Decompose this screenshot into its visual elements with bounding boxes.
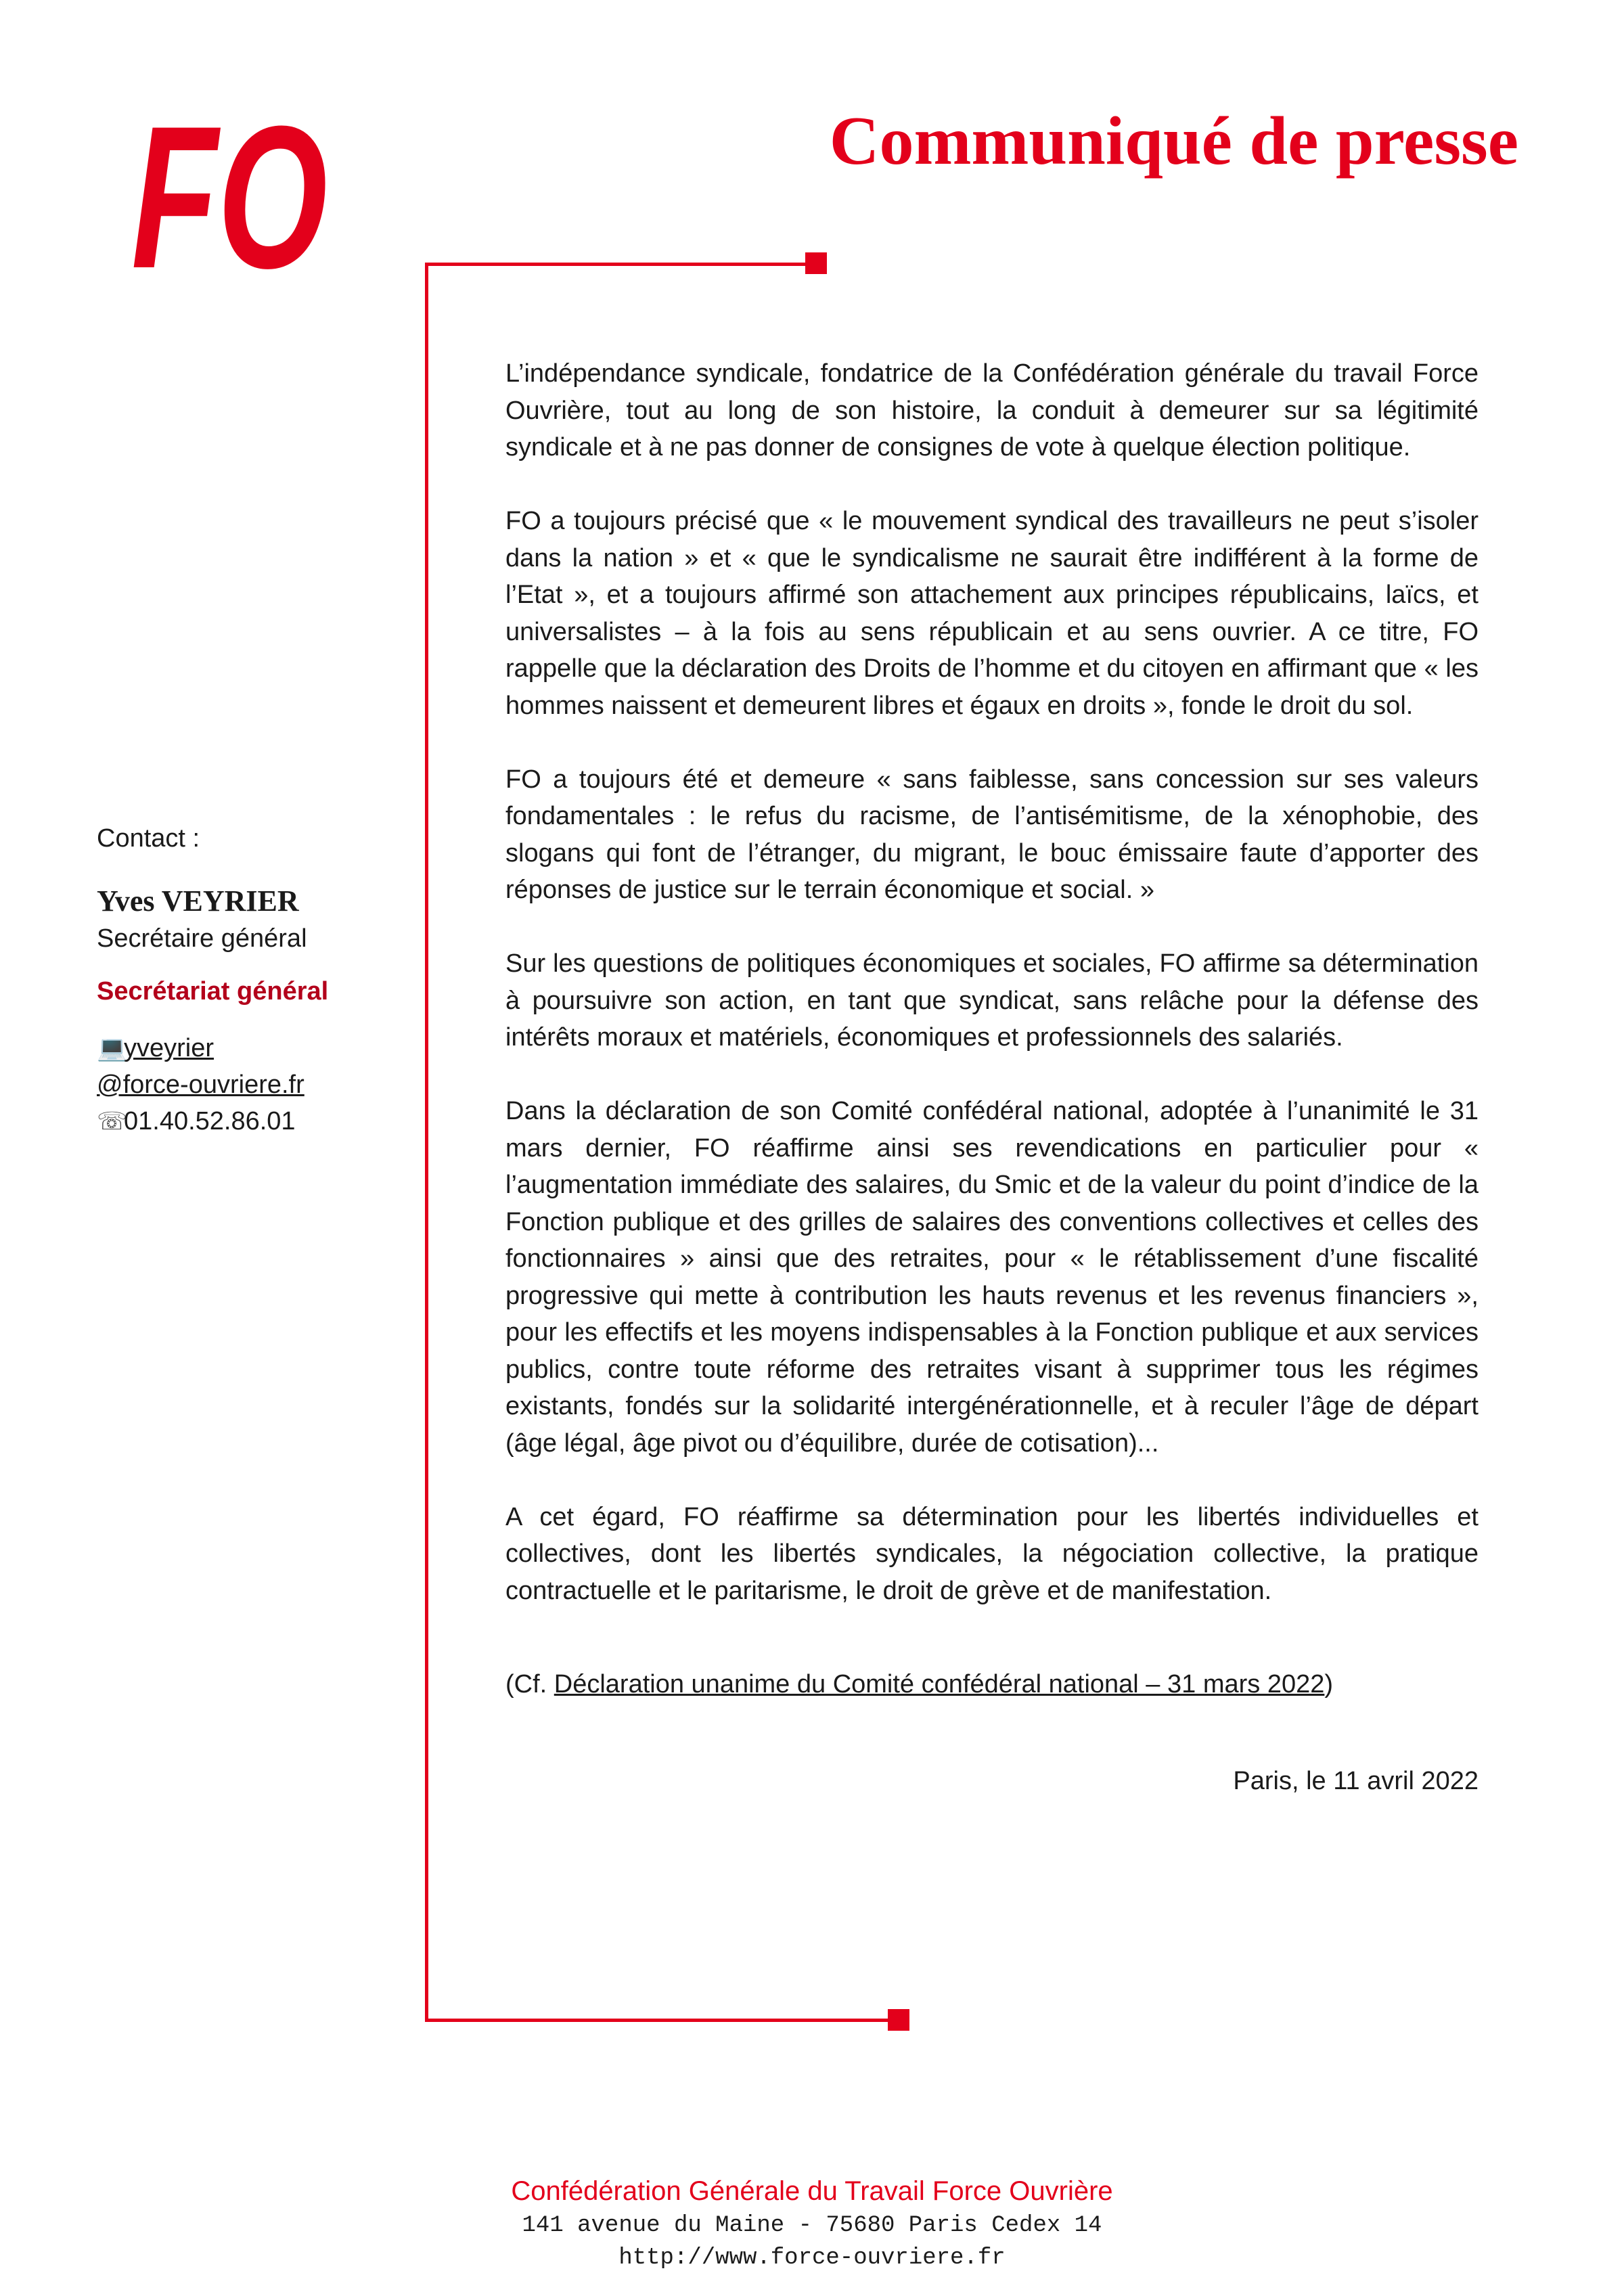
footer-address: 141 avenue du Maine - 75680 Paris Cedex 14 (522, 2213, 1102, 2238)
reference-suffix: ) (1324, 1670, 1334, 1698)
reference-line (505, 1666, 1479, 1703)
contact-email-line1 (97, 1030, 394, 1066)
reference-link[interactable]: Déclaration unanime du Comité confédéral national – 31 mars 2022 (554, 1670, 1325, 1698)
body-paragraph: L’indépendance syndicale, fondatrice de la Confédération générale du travail Force Ouvrière, tout au long de son histoire, la conduit à demeurer sur sa légitimité syndicale et à ne pas donner de consignes de vote à quelque élection politique. (505, 359, 1479, 462)
fo-logo (129, 83, 332, 311)
contact-phone: 01.40.52.86.01 (124, 1107, 296, 1135)
reference-prefix: (Cf. (505, 1670, 554, 1698)
footer-website-link[interactable]: http://www.force-ouvriere.fr (618, 2245, 1006, 2271)
contact-email-line2 (97, 1066, 394, 1103)
contact-phone-line (97, 1103, 394, 1140)
footer (0, 2173, 1624, 2274)
body-paragraph: FO a toujours précisé que « le mouvement syndical des travailleurs ne peut s’isoler dans la nation » et « que le syndicalisme ne saurait être indifférent à la forme de l’Etat », et a toujours affirmé son attachement aux principes républicains, laïcs, et universalistes – à la fois au sens républicain et au sens ouvrier. A ce titre, FO rappelle que la déclaration des Droits de l’homme et du citoyen en affirmant que « les hommes naissent et demeurent libres et égaux en droits », fonde le droit du sol. (505, 507, 1479, 720)
body-paragraph: Sur les questions de politiques économiques et sociales, FO affirme sa détermination à poursuivre son action, en tant que syndicat, sans relâche pour la défense des intérêts moraux et matériels, économiques et professionnels des salariés. (505, 949, 1479, 1052)
footer-organization: Confédération Générale du Travail Force Ouvrière (511, 2176, 1113, 2206)
contact-name: Yves VEYRIER (97, 884, 299, 918)
computer-icon: 💻 (97, 1034, 127, 1062)
contact-email-domain-link[interactable]: @force-ouvriere.fr (97, 1071, 304, 1099)
contact-label: Contact : (97, 824, 200, 853)
body-paragraph: FO a toujours été et demeure « sans faiblesse, sans concession sur ses valeurs fondamentales : le refus du racisme, de l’antisémitisme, de la xénophobie, des slogans qui font de l’étranger, du migrant, le bouc émissaire faute d’apporter des réponses de justice sur le terrain économique et social. » (505, 765, 1479, 904)
telephone-icon: ☏ (97, 1107, 128, 1135)
contact-sidebar (97, 820, 394, 1140)
release-date: Paris, le 11 avril 2022 (1233, 1766, 1479, 1795)
body-paragraph: Dans la déclaration de son Comité confédéral national, adoptée à l’unanimité le 31 mars dernier, FO réaffirme ainsi ses revendications en particulier pour « l’augmentation immédiate des salaires, du Smic et de la valeur du point d’indice de la Fonction publique et des grilles de salaires des conventions collectives et celles des fonctionnaires » ainsi que des retraites, pour « le rétablissement d’une fiscalité progressive qui mette à contribution les hauts revenus et les revenus financiers », pour les effectifs et les moyens indispensables à la Fonction publique et aux services publics, contre toute réforme des retraites visant à supprimer tous les régimes existants, fondés sur la solidarité intergénérationnelle, et à reculer l’âge de départ (âge légal, âge pivot ou d’équilibre, durée de cotisation)... (505, 1097, 1479, 1458)
fo-logo-text: FO (131, 83, 328, 311)
page-title: Communiqué de presse (829, 103, 1518, 179)
contact-department: Secrétariat général (97, 977, 329, 1006)
press-release-body (505, 355, 1479, 1799)
body-paragraph: A cet égard, FO réaffirme sa détermination pour les libertés individuelles et collectives, dont les libertés syndicales, la négociation collective, la pratique contractuelle et le paritarisme, le droit de grève et de manifestation. (505, 1502, 1479, 1605)
contact-email-link[interactable]: yveyrier (124, 1034, 215, 1062)
contact-role: Secrétaire général (97, 924, 307, 953)
